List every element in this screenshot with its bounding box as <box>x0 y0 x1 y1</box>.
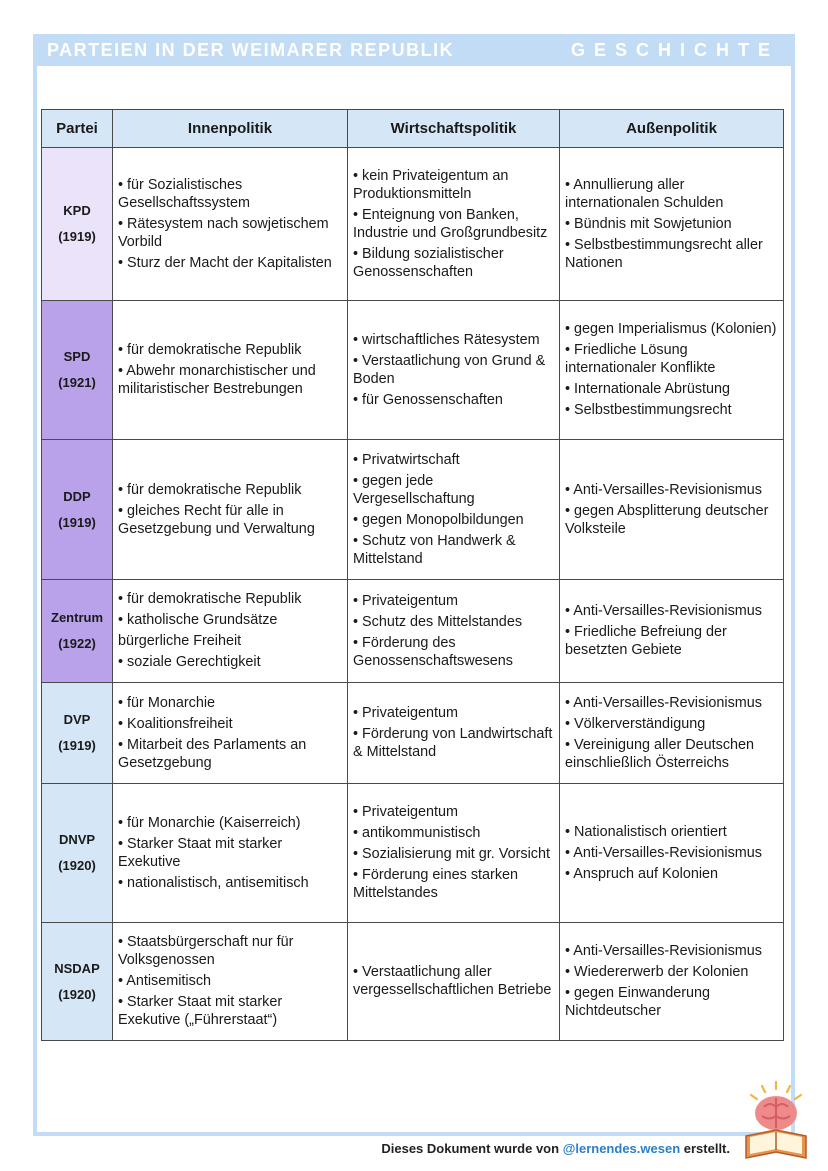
table-row <box>42 440 784 580</box>
list-item: • Förderung des Genossenschaftswesens <box>353 634 513 669</box>
aussenpolitik-cell <box>560 923 784 1041</box>
footer-handle[interactable]: @lernendes.wesen <box>562 1141 681 1156</box>
party-year: (1919) <box>58 738 96 753</box>
list-item: • antikommunistisch <box>353 825 481 841</box>
table-row <box>42 784 784 923</box>
list-item: • Friedliche Lösung internationaler Konflikte <box>565 342 716 376</box>
page-title: PARTEIEN IN DER WEIMARER REPUBLIK <box>47 39 455 60</box>
party-name: DNVP <box>58 832 96 847</box>
table-header-row <box>42 110 784 148</box>
aussenpolitik-cell <box>560 148 784 301</box>
list-item: • Anspruch auf Kolonien <box>565 865 719 882</box>
wirtschaftspolitik-cell <box>348 580 560 683</box>
party-name: Zentrum <box>51 610 103 625</box>
column-header-partei: Partei <box>42 110 113 148</box>
aussenpolitik-cell <box>560 784 784 923</box>
list-item: • Bündnis mit Sowjetunion <box>565 215 732 232</box>
list-item: • Antisemitisch <box>118 973 212 989</box>
list-item: • gegen jede Vergesellschaftung <box>353 472 475 507</box>
list-item: • Schutz von Handwerk & Mittelstand <box>353 532 516 567</box>
subject-label: GESCHICHTE <box>570 39 779 60</box>
list-item: • für Monarchie <box>118 694 216 711</box>
party-cell <box>42 683 113 784</box>
party-year: (1920) <box>58 986 96 1002</box>
list-item: • Förderung von Landwirtschaft & Mittelstand <box>353 726 553 760</box>
list-item: • Völkerverständigung <box>565 715 706 732</box>
list-item: • Rätesystem nach sowjetischem Vorbild <box>118 215 329 250</box>
list-item: • nationalistisch, antisemitisch <box>118 874 309 891</box>
innenpolitik-cell <box>113 784 348 923</box>
brain-on-book-icon <box>740 1080 812 1160</box>
list-item: • Enteignung von Banken, Industrie und Großgrundbesitz <box>353 206 548 241</box>
footer-prefix: Dieses Dokument wurde von <box>381 1141 563 1156</box>
list-item: • Anti-Versailles-Revisionismus <box>565 481 762 498</box>
wirtschaftspolitik-cell <box>348 683 560 784</box>
list-item: • für demokratische Republik <box>118 591 302 607</box>
list-item: • Friedliche Befreiung der besetzten Gebiete <box>565 624 727 658</box>
list-item: • Annullierung aller internationalen Schulden <box>565 176 724 211</box>
list-item: • Anti-Versailles-Revisionismus <box>565 844 762 861</box>
column-header-wirtschaftspolitik: Wirtschaftspolitik <box>348 110 560 148</box>
page-header <box>33 34 795 66</box>
list-item: • Verstaatlichung von Grund & Boden <box>353 352 546 387</box>
list-item: • Vereinigung aller Deutschen einschließlich Österreichs <box>565 736 755 771</box>
list-item: • Internationale Abrüstung <box>565 381 731 397</box>
list-item: • Sozialisierung mit gr. Vorsicht <box>353 846 550 862</box>
list-item: • Starker Staat mit starker Exekutive („Führerstaat“) <box>118 994 283 1028</box>
list-item: • für Sozialistisches Gesellschaftssystem <box>118 176 250 211</box>
aussenpolitik-cell <box>560 580 784 683</box>
list-item: • kein Privateigentum an Produktionsmitteln <box>353 167 509 202</box>
party-name: KPD <box>63 203 91 218</box>
list-item: • Anti-Versailles-Revisionismus <box>565 603 762 619</box>
aussenpolitik-cell <box>560 440 784 580</box>
wirtschaftspolitik-cell <box>348 148 560 301</box>
wirtschaftspolitik-cell <box>348 784 560 923</box>
wirtschaftspolitik-cell <box>348 440 560 580</box>
table-row <box>42 580 784 683</box>
wirtschaftspolitik-cell <box>348 923 560 1041</box>
list-item: • Koalitionsfreiheit <box>118 715 233 732</box>
party-year: (1922) <box>58 636 96 651</box>
list-item: • Staatsbürgerschaft nur für Volksgenossen <box>118 934 294 968</box>
list-item: • für Monarchie (Kaiserreich) <box>118 814 301 831</box>
list-item: • wirtschaftliches Rätesystem <box>353 331 540 348</box>
party-year: (1921) <box>58 375 96 390</box>
innenpolitik-cell <box>113 440 348 580</box>
table-row <box>42 923 784 1041</box>
innenpolitik-cell <box>113 301 348 440</box>
parties-table <box>41 109 784 1041</box>
party-name: SPD <box>63 349 91 364</box>
list-item: • Privateigentum <box>353 592 459 609</box>
list-item: • gegen Imperialismus (Kolonien) <box>565 321 777 337</box>
table-row <box>42 301 784 440</box>
list-item: • Anti-Versailles-Revisionismus <box>565 943 762 959</box>
list-item: • Bildung sozialistischer Genossenschaften <box>353 245 504 280</box>
column-header-innenpolitik: Innenpolitik <box>113 110 348 148</box>
aussenpolitik-cell <box>560 301 784 440</box>
party-cell <box>42 923 113 1041</box>
party-year: (1919) <box>58 229 96 244</box>
party-cell <box>42 580 113 683</box>
list-item: • Selbstbestimmungsrecht aller Nationen <box>565 236 763 271</box>
party-cell <box>42 301 113 440</box>
list-item: • Nationalistisch orientiert <box>565 823 727 840</box>
list-item: • Privateigentum <box>353 705 459 721</box>
innenpolitik-cell <box>113 580 348 683</box>
list-item: • Starker Staat mit starker Exekutive <box>118 835 283 870</box>
list-item: • katholische Grundsätze <box>118 612 278 628</box>
party-name: NSDAP <box>54 960 100 976</box>
innenpolitik-cell <box>113 148 348 301</box>
wirtschaftspolitik-cell <box>348 301 560 440</box>
footer-credit <box>330 1141 730 1156</box>
list-item: • Schutz des Mittelstandes <box>353 613 523 630</box>
list-item: • Sturz der Macht der Kapitalisten <box>118 254 332 271</box>
list-item: • Förderung eines starken Mittelstandes <box>353 867 519 901</box>
list-item: • für Genossenschaften <box>353 391 503 408</box>
party-year: (1919) <box>58 514 96 530</box>
table-row <box>42 683 784 784</box>
party-cell <box>42 440 113 580</box>
party-cell <box>42 148 113 301</box>
list-item: • gegen Monopolbildungen <box>353 511 524 528</box>
list-item: • soziale Gerechtigkeit <box>118 654 261 670</box>
party-year: (1920) <box>58 858 96 873</box>
list-item: • für demokratische Republik <box>118 342 302 358</box>
table-row <box>42 148 784 301</box>
list-item: • gegen Absplitterung deutscher Volksteile <box>565 502 769 537</box>
list-item: • Selbstbestimmungsrecht <box>565 402 732 418</box>
footer-suffix: erstellt. <box>680 1141 730 1156</box>
aussenpolitik-cell <box>560 683 784 784</box>
list-item: • für demokratische Republik <box>118 481 302 498</box>
list-item: • gleiches Recht für alle in Gesetzgebung und Verwaltung <box>118 502 315 537</box>
list-item: • Privateigentum <box>353 804 459 820</box>
list-item: • gegen Einwanderung Nichtdeutscher <box>565 985 711 1019</box>
column-header-aussenpolitik: Außenpolitik <box>560 110 784 148</box>
list-item: • Verstaatlichung aller vergessellschaftlichen Betriebe <box>353 964 552 998</box>
list-item: • Mitarbeit des Parlaments an Gesetzgebung <box>118 736 307 771</box>
list-item: • Abwehr monarchistischer und militaristischer Bestrebungen <box>118 363 316 397</box>
innenpolitik-cell <box>113 683 348 784</box>
list-item: • Anti-Versailles-Revisionismus <box>565 694 762 711</box>
party-cell <box>42 784 113 923</box>
party-name: DVP <box>63 712 91 727</box>
innenpolitik-cell <box>113 923 348 1041</box>
list-item: • Wiedererwerb der Kolonien <box>565 964 749 980</box>
party-name: DDP <box>63 488 91 504</box>
list-item: • Privatwirtschaft <box>353 451 460 468</box>
list-item: bürgerliche Freiheit <box>118 633 242 649</box>
